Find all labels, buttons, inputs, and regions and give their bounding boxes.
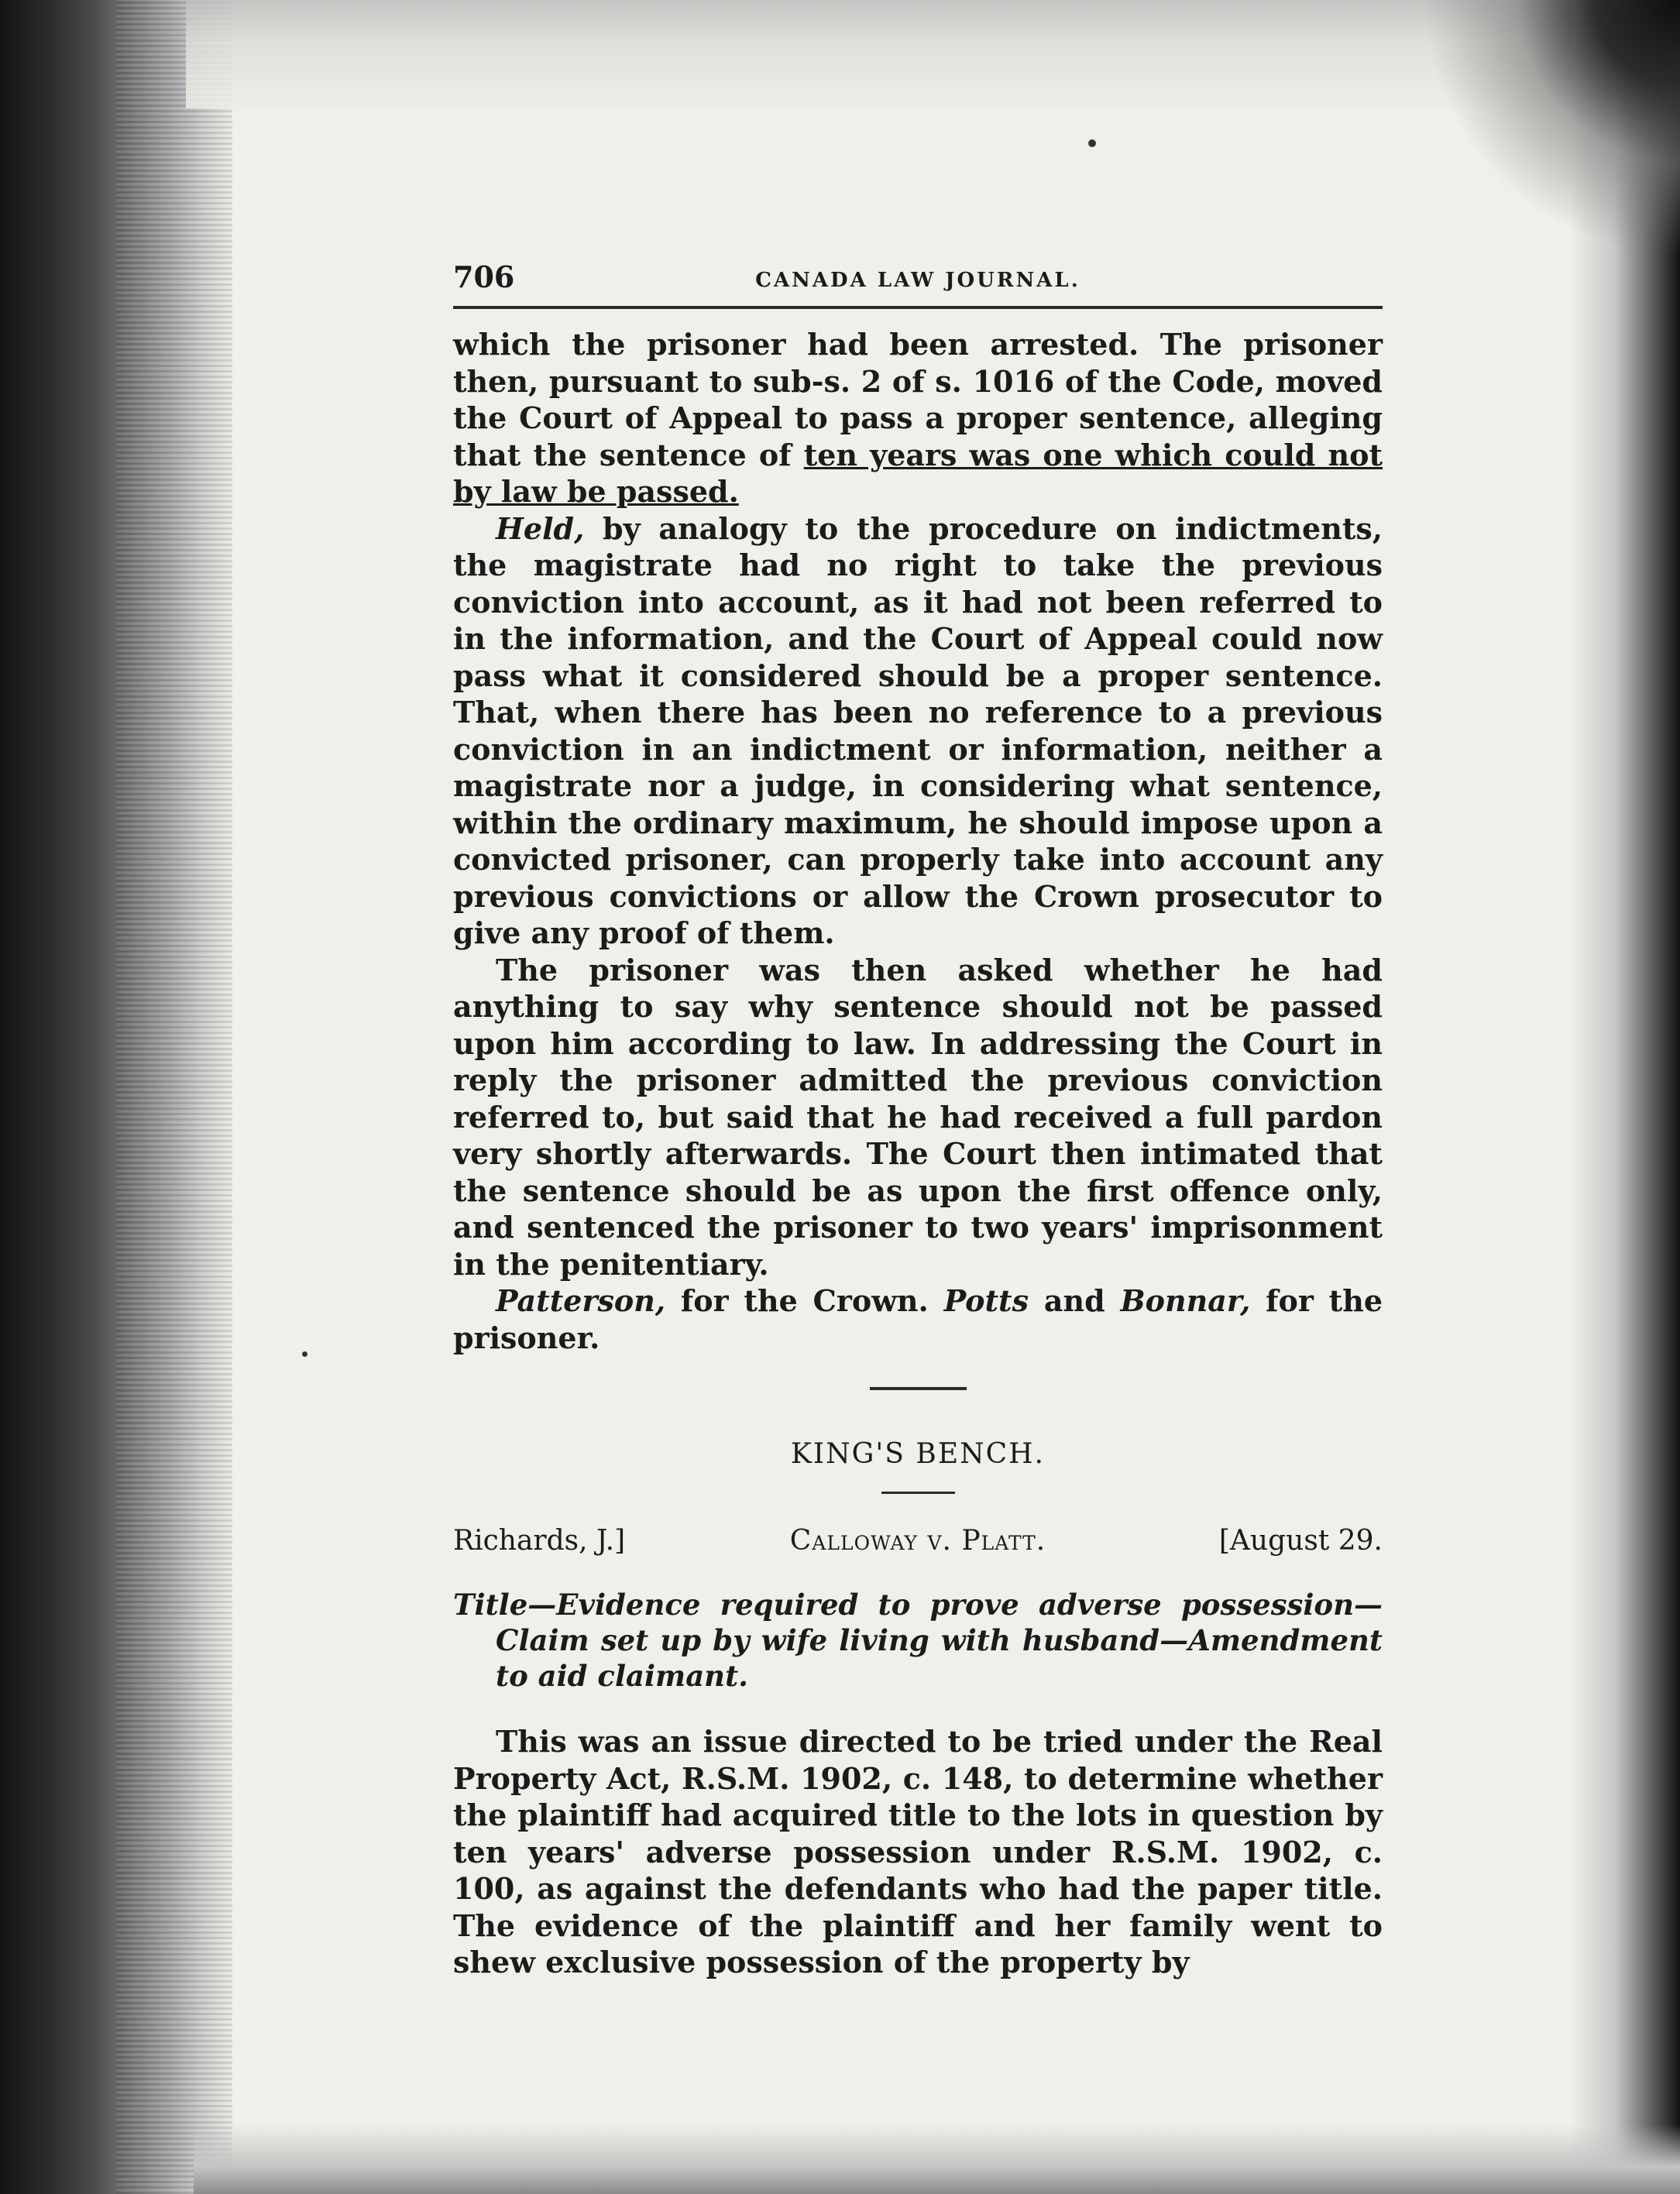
heading-divider: [881, 1492, 955, 1494]
case-body-text: [453, 1723, 1383, 1981]
headnote: Title—Evidence required to prove adverse possession—Claim set up by wife living with husband—Amendment to aid claimant.: [453, 1588, 1383, 1693]
paragraph: [453, 326, 1383, 510]
speck-mark: [1088, 139, 1096, 147]
page-number: 706: [453, 259, 515, 294]
text-run: for the prisoner.: [453, 1283, 1383, 1355]
bottom-scan-edge: [194, 2124, 1680, 2194]
section-divider: [870, 1387, 967, 1390]
case-name: Calloway v. Platt.: [789, 1525, 1046, 1557]
text-run: and: [1029, 1283, 1121, 1318]
text-run: which the prisoner had been arrested. The prisoner then, pursuant to sub-s. 2 of s. 1016 of the Code, moved the Court of Appeal to pass a proper sentence, alleging that the sentence of: [453, 327, 1383, 472]
paragraph: The prisoner was then asked whether he had anything to say why sentence should not be passed upon him according to law. In addressing the Court in reply the prisoner admitted the previous conviction referred to, but said that he had received a full pardon very shortly afterwards. The Court then intimated that the sentence should be as upon the first offence only, and sentenced the prisoner to two years' imprisonment in the penitentiary.: [453, 952, 1383, 1282]
journal-page: [453, 259, 1383, 2134]
counsel-name: Bonnar,: [1120, 1283, 1251, 1318]
page-header: [453, 259, 1383, 309]
judge-name: Richards, J.]: [453, 1525, 626, 1557]
counsel-name: Patterson,: [496, 1283, 666, 1318]
right-scan-edge: [1572, 0, 1680, 2194]
case-date: [August 29.: [1218, 1525, 1383, 1557]
binding-texture: [116, 0, 232, 2194]
section-heading: KING'S BENCH.: [791, 1438, 1045, 1470]
speck-mark: [302, 1351, 307, 1357]
text-run: for the Crown.: [665, 1283, 944, 1318]
case-caption: [453, 1525, 1383, 1564]
case-report-text: [453, 326, 1383, 1356]
right-corner-shadow: [1424, 0, 1680, 256]
text-run: by analogy to the procedure on indictments, the magistrate had no right to take the previous conviction into account, as it had not been referred to in the information, and the Court of Appeal could now pass what it considered should be a proper sentence. That, when there has been no reference to a previous conviction in an indictment or information, neither a magistrate nor a judge, in considering what sentence, within the ordinary maximum, he should impose upon a convicted prisoner, can properly take into account any previous convictions or allow the Crown prosecutor to give any proof of them.: [453, 510, 1383, 950]
held-paragraph: [453, 510, 1383, 952]
counsel-name: Potts: [943, 1283, 1029, 1318]
held-label: Held,: [496, 510, 585, 546]
counsel-paragraph: [453, 1282, 1383, 1356]
paragraph: This was an issue directed to be tried under the Real Property Act, R.S.M. 1902, c. 148, to determine whether the plaintiff had acquired title to the lots in question by ten years' adverse possession under R.S.M. 1902, c. 100, as against the defendants who had the paper title. The evidence of the plaintiff and her family went to shew exclusive possession of the property by: [453, 1724, 1383, 1979]
underlined-text: ten years was one which could not by law be passed.: [453, 437, 1383, 509]
running-head: CANADA LAW JOURNAL.: [755, 269, 1080, 292]
